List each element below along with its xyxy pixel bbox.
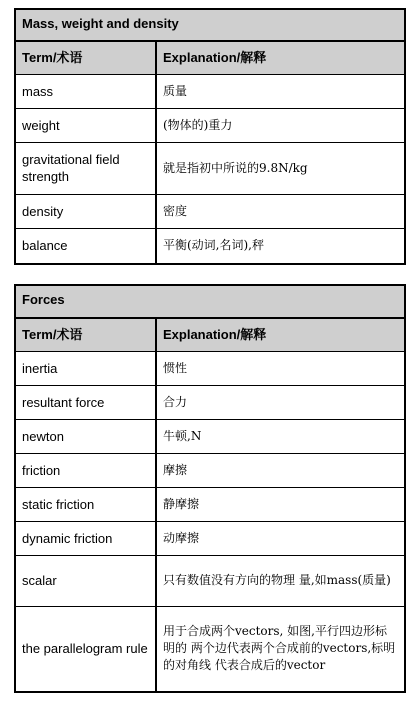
- table-row: [15, 453, 405, 487]
- table-row: [15, 521, 405, 555]
- table-row: [15, 108, 405, 142]
- table-row: [15, 142, 405, 194]
- term-cell: static friction: [15, 487, 156, 521]
- table-row: [15, 385, 405, 419]
- header-row: [15, 318, 405, 351]
- header-term: Term/术语: [15, 318, 156, 351]
- table-row: [15, 74, 405, 108]
- term-cell: scalar: [15, 555, 156, 606]
- term-cell: mass: [15, 74, 156, 108]
- term-cell: inertia: [15, 351, 156, 385]
- section-title: Mass, weight and density: [15, 9, 405, 41]
- explanation-cell: 静摩擦: [156, 487, 405, 521]
- table-row: [15, 419, 405, 453]
- explanation-cell: 用于合成两个vectors, 如图,平行四边形标明的 两个边代表两个合成前的vectors,标明的对角线 代表合成后的vector: [156, 606, 405, 692]
- table-row: [15, 194, 405, 228]
- explanation-cell: 惯性: [156, 351, 405, 385]
- glossary-table-forces: [14, 284, 406, 693]
- header-explanation: Explanation/解释: [156, 41, 405, 74]
- explanation-cell: 牛顿,N: [156, 419, 405, 453]
- explanation-cell: 只有数值没有方向的物理 量,如mass(质量): [156, 555, 405, 606]
- explanation-cell: (物体的)重力: [156, 108, 405, 142]
- table-row: [15, 487, 405, 521]
- explanation-cell: 合力: [156, 385, 405, 419]
- term-cell: the parallelogram rule: [15, 606, 156, 692]
- header-term: Term/术语: [15, 41, 156, 74]
- term-cell: density: [15, 194, 156, 228]
- table-row: [15, 351, 405, 385]
- term-cell: friction: [15, 453, 156, 487]
- explanation-cell: 就是指初中所说的9.8N/kg: [156, 142, 405, 194]
- section-title-row: [15, 285, 405, 318]
- term-cell: resultant force: [15, 385, 156, 419]
- term-cell: gravitational field strength: [15, 142, 156, 194]
- section-title-row: [15, 9, 405, 41]
- explanation-cell: 摩擦: [156, 453, 405, 487]
- glossary-table-mass-weight-density: [14, 8, 406, 265]
- explanation-cell: 密度: [156, 194, 405, 228]
- header-row: [15, 41, 405, 74]
- term-cell: weight: [15, 108, 156, 142]
- explanation-cell: 平衡(动词,名词),秤: [156, 228, 405, 264]
- header-explanation: Explanation/解释: [156, 318, 405, 351]
- table-row: [15, 606, 405, 692]
- term-cell: newton: [15, 419, 156, 453]
- table-row: [15, 228, 405, 264]
- section-title: Forces: [15, 285, 405, 318]
- table-row: [15, 555, 405, 606]
- term-cell: dynamic friction: [15, 521, 156, 555]
- explanation-cell: 质量: [156, 74, 405, 108]
- term-cell: balance: [15, 228, 156, 264]
- explanation-cell: 动摩擦: [156, 521, 405, 555]
